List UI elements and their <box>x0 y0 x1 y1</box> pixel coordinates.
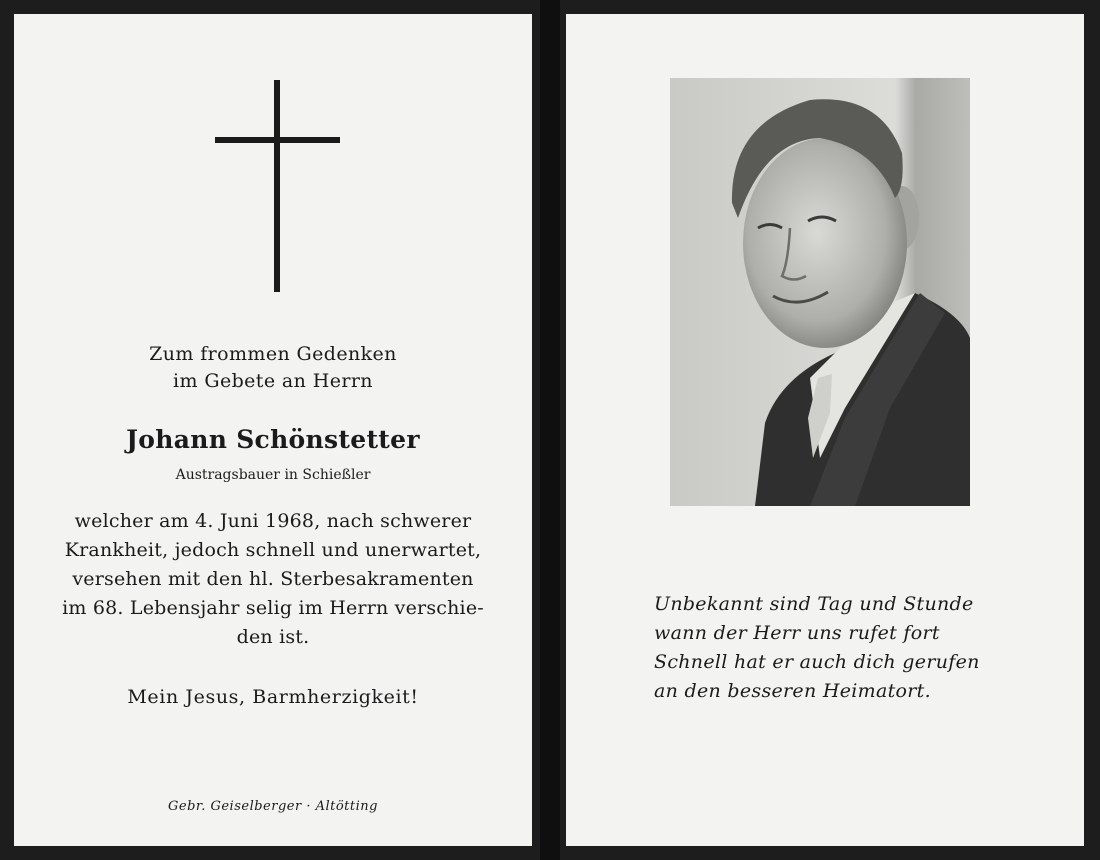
card-fold-spine <box>540 0 560 860</box>
body-line: versehen mit den hl. Sterbesakramenten <box>72 568 474 590</box>
verse-line: Schnell hat er auch dich gerufen <box>654 651 980 673</box>
memorial-intro <box>14 341 532 395</box>
verse-line: an den besseren Heimatort. <box>654 680 931 702</box>
memorial-card-text-page <box>14 14 532 846</box>
prayer-exclamation: Mein Jesus, Barmherzigkeit! <box>127 686 419 708</box>
cross-icon-crossbar <box>215 137 340 143</box>
verse-line: Unbekannt sind Tag und Stunde <box>654 593 974 615</box>
body-line: im 68. Lebensjahr selig im Herrn verschie- <box>62 597 484 619</box>
memorial-verse <box>654 590 1014 706</box>
verse-line: wann der Herr uns rufet fort <box>654 622 940 644</box>
intro-line: Zum frommen Gedenken <box>149 343 397 365</box>
body-line: Krankheit, jedoch schnell und unerwartet, <box>64 539 482 561</box>
deceased-name: Johann Schönstetter <box>126 425 420 454</box>
intro-line: im Gebete an Herrn <box>173 370 373 392</box>
printer-credit: Gebr. Geiselberger · Altötting <box>168 799 378 814</box>
deceased-occupation: Austragsbauer in Schießler <box>175 467 371 483</box>
cross-icon <box>274 80 280 292</box>
portrait-photo-drawing <box>670 78 970 506</box>
portrait-photo <box>670 78 970 506</box>
body-line: welcher am 4. Juni 1968, nach schwerer <box>74 510 472 532</box>
memorial-body-text <box>14 507 532 652</box>
body-line: den ist. <box>236 626 310 648</box>
memorial-card-photo-page <box>566 14 1084 846</box>
